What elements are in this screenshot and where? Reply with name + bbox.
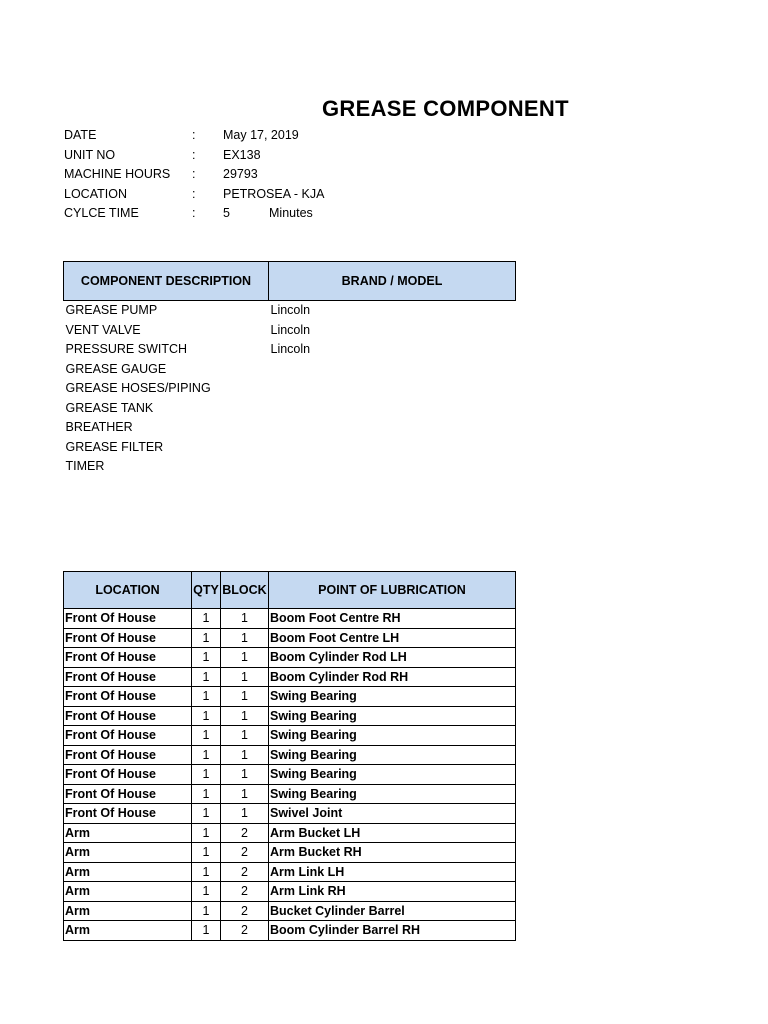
lubrication-point: Swing Bearing xyxy=(269,726,516,746)
lubrication-row xyxy=(64,882,516,902)
lubrication-qty: 1 xyxy=(192,784,221,804)
lubrication-point: Arm Link LH xyxy=(269,862,516,882)
lubrication-location: Arm xyxy=(64,823,192,843)
component-header-row xyxy=(64,262,516,301)
lubrication-qty: 1 xyxy=(192,765,221,785)
component-row xyxy=(64,418,516,438)
lubrication-table-body xyxy=(64,609,516,941)
lubrication-qty: 1 xyxy=(192,628,221,648)
header-point-of-lubrication: POINT OF LUBRICATION xyxy=(269,572,516,609)
lubrication-row xyxy=(64,745,516,765)
header-block: BLOCK xyxy=(221,572,269,609)
lubrication-point: Boom Foot Centre LH xyxy=(269,628,516,648)
lubrication-row xyxy=(64,687,516,707)
lubrication-point: Bucket Cylinder Barrel xyxy=(269,901,516,921)
lubrication-block: 1 xyxy=(221,765,269,785)
lubrication-row xyxy=(64,901,516,921)
lubrication-row xyxy=(64,667,516,687)
lubrication-block: 1 xyxy=(221,648,269,668)
lubrication-point: Boom Foot Centre RH xyxy=(269,609,516,629)
lubrication-qty: 1 xyxy=(192,667,221,687)
component-row xyxy=(64,438,516,458)
header-qty: QTY xyxy=(192,572,221,609)
component-brand: Lincoln xyxy=(270,322,311,337)
lubrication-block: 2 xyxy=(221,843,269,863)
component-brand: Lincoln xyxy=(270,342,311,356)
lubrication-location: Front Of House xyxy=(64,648,192,668)
lubrication-block: 1 xyxy=(221,804,269,824)
lubrication-point: Swing Bearing xyxy=(269,784,516,804)
lubrication-qty: 1 xyxy=(192,882,221,902)
component-brand xyxy=(269,438,516,458)
lubrication-row xyxy=(64,706,516,726)
component-description: VENT VALVE xyxy=(65,322,141,337)
lubrication-block: 2 xyxy=(221,823,269,843)
lubrication-block: 2 xyxy=(221,862,269,882)
lubrication-qty: 1 xyxy=(192,862,221,882)
lubrication-row xyxy=(64,823,516,843)
lubrication-point: Arm Bucket RH xyxy=(269,843,516,863)
lubrication-location: Front Of House xyxy=(64,706,192,726)
lubrication-block: 1 xyxy=(221,706,269,726)
info-value: 29793 xyxy=(223,167,258,181)
info-colon: : xyxy=(192,186,196,201)
lubrication-row xyxy=(64,726,516,746)
lubrication-point: Swing Bearing xyxy=(269,687,516,707)
lubrication-qty: 1 xyxy=(192,687,221,707)
page-title: GREASE COMPONENT xyxy=(322,96,569,121)
lubrication-location: Front Of House xyxy=(64,726,192,746)
lubrication-location: Front Of House xyxy=(64,687,192,707)
lubrication-point: Boom Cylinder Rod RH xyxy=(269,667,516,687)
lubrication-row xyxy=(64,843,516,863)
lubrication-qty: 1 xyxy=(192,804,221,824)
component-description: GREASE FILTER xyxy=(65,439,164,454)
lubrication-row xyxy=(64,784,516,804)
lubrication-row xyxy=(64,609,516,629)
info-unit: Minutes xyxy=(269,206,313,220)
lubrication-qty: 1 xyxy=(192,726,221,746)
lubrication-qty: 1 xyxy=(192,706,221,726)
lubrication-row xyxy=(64,862,516,882)
lubrication-qty: 1 xyxy=(192,901,221,921)
lubrication-block: 2 xyxy=(221,921,269,941)
component-row xyxy=(64,340,516,360)
lubrication-block: 1 xyxy=(221,609,269,629)
lubrication-location: Front Of House xyxy=(64,765,192,785)
component-brand: Lincoln xyxy=(270,303,311,317)
lubrication-point: Swing Bearing xyxy=(269,706,516,726)
component-brand xyxy=(269,399,516,419)
lubrication-point: Boom Cylinder Barrel RH xyxy=(269,921,516,941)
component-description: BREATHER xyxy=(65,420,133,434)
lubrication-block: 2 xyxy=(221,901,269,921)
lubrication-point: Boom Cylinder Rod LH xyxy=(269,648,516,668)
lubrication-block: 1 xyxy=(221,628,269,648)
component-description: PRESSURE SWITCH xyxy=(65,342,188,356)
lubrication-block: 1 xyxy=(221,784,269,804)
lubrication-location: Front Of House xyxy=(64,609,192,629)
header-location: LOCATION xyxy=(64,572,192,609)
lubrication-row xyxy=(64,648,516,668)
info-value: PETROSEA - KJA xyxy=(223,186,325,201)
info-label: MACHINE HOURS xyxy=(64,167,171,181)
header-brand-model: BRAND / MODEL xyxy=(269,262,516,301)
component-description: GREASE GAUGE xyxy=(65,361,167,376)
lubrication-block: 1 xyxy=(221,687,269,707)
lubrication-location: Front Of House xyxy=(64,804,192,824)
component-brand xyxy=(269,360,516,380)
lubrication-point: Swing Bearing xyxy=(269,745,516,765)
lubrication-block: 2 xyxy=(221,882,269,902)
lubrication-location: Front Of House xyxy=(64,667,192,687)
info-colon: : xyxy=(192,147,196,162)
lubrication-row xyxy=(64,765,516,785)
info-value: EX138 xyxy=(223,147,261,162)
component-description: GREASE TANK xyxy=(65,400,154,415)
component-row xyxy=(64,399,516,419)
info-label: LOCATION xyxy=(64,186,127,201)
title-container xyxy=(322,92,569,126)
lubrication-qty: 1 xyxy=(192,609,221,629)
lubrication-location: Front Of House xyxy=(64,745,192,765)
lubrication-row xyxy=(64,628,516,648)
component-row xyxy=(64,301,516,321)
lubrication-point: Arm Link RH xyxy=(269,882,516,902)
component-brand xyxy=(269,457,516,477)
lubrication-qty: 1 xyxy=(192,921,221,941)
component-description: GREASE HOSES/PIPING xyxy=(65,381,211,395)
lubrication-location: Arm xyxy=(64,901,192,921)
component-row xyxy=(64,379,516,399)
lubrication-header-row xyxy=(64,572,516,609)
lubrication-qty: 1 xyxy=(192,648,221,668)
lubrication-point: Swing Bearing xyxy=(269,765,516,785)
component-row xyxy=(64,457,516,477)
lubrication-point: Arm Bucket LH xyxy=(269,823,516,843)
component-brand xyxy=(269,418,516,438)
info-label: UNIT NO xyxy=(64,147,116,162)
lubrication-location: Front Of House xyxy=(64,628,192,648)
component-table-body xyxy=(64,301,516,477)
lubrication-location: Front Of House xyxy=(64,784,192,804)
component-row xyxy=(64,321,516,341)
info-label: CYLCE TIME xyxy=(64,206,139,220)
header-component-description: COMPONENT DESCRIPTION xyxy=(64,262,269,301)
lubrication-table xyxy=(63,571,516,941)
info-value: May 17, 2019 xyxy=(223,128,299,142)
lubrication-location: Arm xyxy=(64,843,192,863)
component-description: TIMER xyxy=(65,459,105,473)
lubrication-point: Swivel Joint xyxy=(269,804,516,824)
info-value: 5 xyxy=(223,206,230,220)
component-brand xyxy=(269,379,516,399)
lubrication-qty: 1 xyxy=(192,823,221,843)
component-row xyxy=(64,360,516,380)
lubrication-block: 1 xyxy=(221,726,269,746)
info-colon: : xyxy=(192,167,196,181)
info-label: DATE xyxy=(64,128,97,142)
component-table xyxy=(63,261,516,477)
lubrication-qty: 1 xyxy=(192,843,221,863)
lubrication-block: 1 xyxy=(221,667,269,687)
lubrication-location: Arm xyxy=(64,921,192,941)
component-description: GREASE PUMP xyxy=(65,303,158,317)
info-colon: : xyxy=(192,128,196,142)
lubrication-block: 1 xyxy=(221,745,269,765)
lubrication-qty: 1 xyxy=(192,745,221,765)
lubrication-row xyxy=(64,921,516,941)
lubrication-location: Arm xyxy=(64,882,192,902)
info-colon: : xyxy=(192,206,196,220)
lubrication-location: Arm xyxy=(64,862,192,882)
lubrication-row xyxy=(64,804,516,824)
